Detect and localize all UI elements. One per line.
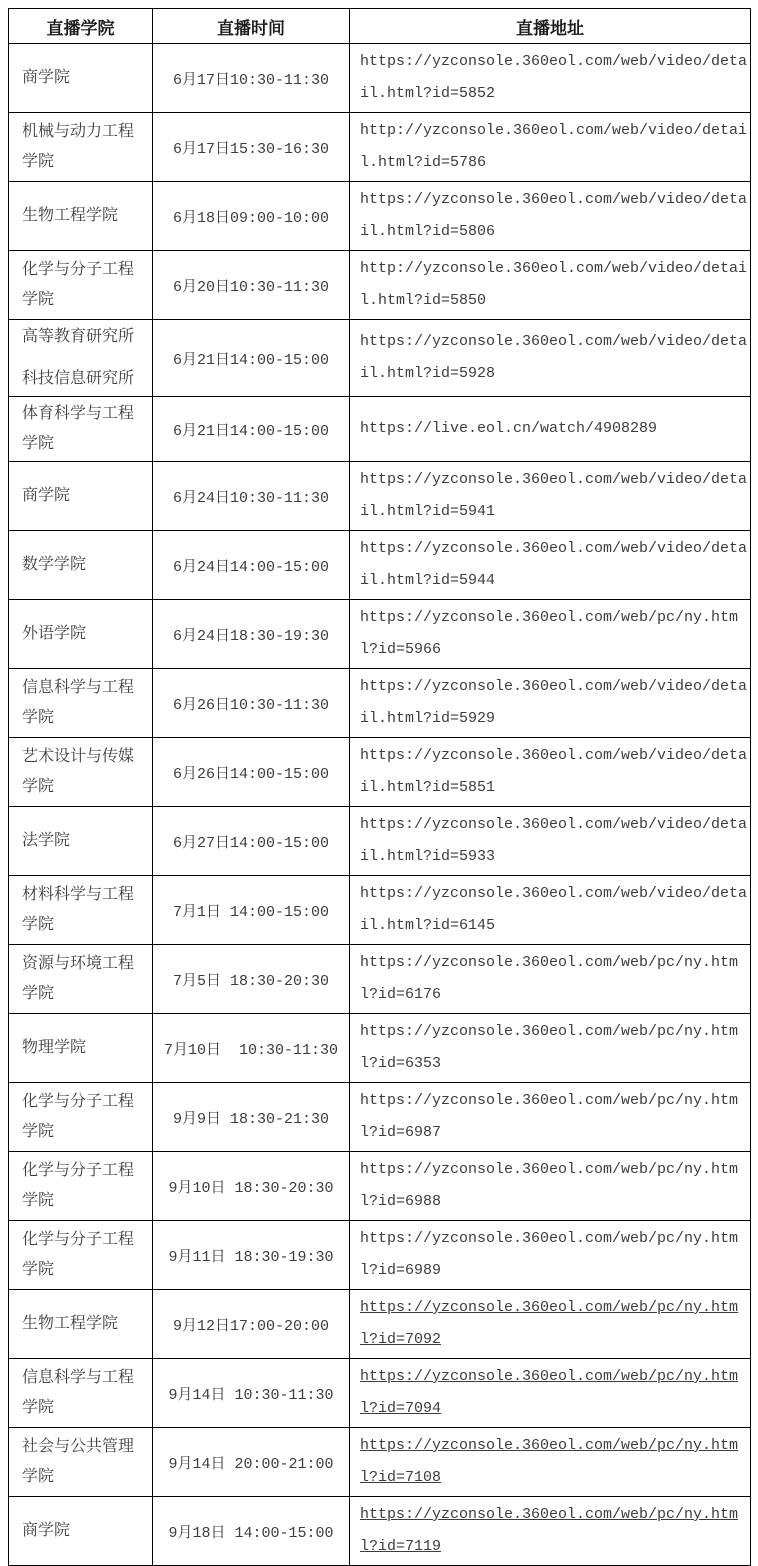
time-cell: 6月24日18:30-19:30 bbox=[153, 600, 350, 669]
live-url-text: https://yzconsole.360eol.com/web/pc/ny.html?id=6353 bbox=[360, 1023, 739, 1072]
college-name: 法学院 bbox=[22, 832, 71, 849]
url-cell bbox=[350, 1083, 751, 1152]
college-name: 化学与分子工程学院 bbox=[22, 1093, 135, 1140]
college-cell bbox=[9, 807, 153, 876]
table-row bbox=[9, 1497, 751, 1566]
time-cell: 6月26日14:00-15:00 bbox=[153, 738, 350, 807]
live-url-text: https://yzconsole.360eol.com/web/pc/ny.html?id=6987 bbox=[360, 1092, 739, 1141]
live-url-text: https://yzconsole.360eol.com/web/video/detail.html?id=5928 bbox=[360, 333, 748, 382]
college-cell bbox=[9, 876, 153, 945]
url-cell bbox=[350, 320, 751, 397]
college-cell bbox=[9, 462, 153, 531]
college-cell bbox=[9, 1290, 153, 1359]
url-cell bbox=[350, 182, 751, 251]
college-name: 数学学院 bbox=[22, 556, 87, 573]
url-cell bbox=[350, 807, 751, 876]
college-cell bbox=[9, 1221, 153, 1290]
table-row bbox=[9, 600, 751, 669]
college-name: 外语学院 bbox=[22, 625, 87, 642]
live-url-text: https://yzconsole.360eol.com/web/video/detail.html?id=6145 bbox=[360, 885, 748, 934]
time-cell: 9月18日 14:00-15:00 bbox=[153, 1497, 350, 1566]
table-row bbox=[9, 807, 751, 876]
table-row bbox=[9, 1428, 751, 1497]
live-url-text: https://yzconsole.360eol.com/web/video/detail.html?id=5941 bbox=[360, 471, 748, 520]
table-row bbox=[9, 320, 751, 397]
college-name: 生物工程学院 bbox=[22, 1315, 119, 1332]
college-cell bbox=[9, 738, 153, 807]
table-row bbox=[9, 1359, 751, 1428]
url-cell bbox=[350, 1428, 751, 1497]
college-name: 社会与公共管理学院 bbox=[22, 1438, 135, 1485]
college-name: 材料科学与工程学院 bbox=[22, 886, 135, 933]
time-cell: 9月11日 18:30-19:30 bbox=[153, 1221, 350, 1290]
time-cell: 9月10日 18:30-20:30 bbox=[153, 1152, 350, 1221]
time-cell: 9月14日 10:30-11:30 bbox=[153, 1359, 350, 1428]
table-row bbox=[9, 1014, 751, 1083]
college-name: 物理学院 bbox=[22, 1039, 87, 1056]
time-cell: 6月21日14:00-15:00 bbox=[153, 397, 350, 462]
url-cell bbox=[350, 876, 751, 945]
college-cell bbox=[9, 1083, 153, 1152]
college-name: 商学院 bbox=[22, 487, 71, 504]
college-cell bbox=[9, 1497, 153, 1566]
table-row bbox=[9, 738, 751, 807]
url-cell bbox=[350, 1359, 751, 1428]
college-name: 商学院 bbox=[22, 1522, 71, 1539]
header-row bbox=[9, 9, 751, 44]
table-row bbox=[9, 462, 751, 531]
college-cell bbox=[9, 1428, 153, 1497]
live-url-text: https://yzconsole.360eol.com/web/pc/ny.html?id=6176 bbox=[360, 954, 739, 1003]
table-row bbox=[9, 1083, 751, 1152]
live-url-text: http://yzconsole.360eol.com/web/video/detail.html?id=5786 bbox=[360, 122, 748, 171]
live-url-link[interactable]: https://yzconsole.360eol.com/web/pc/ny.html?id=7092 bbox=[360, 1299, 739, 1348]
college-cell bbox=[9, 397, 153, 462]
live-url-text: https://yzconsole.360eol.com/web/video/detail.html?id=5944 bbox=[360, 540, 748, 589]
college-name: 化学与分子工程学院 bbox=[22, 1231, 135, 1278]
live-url-text: https://yzconsole.360eol.com/web/video/detail.html?id=5929 bbox=[360, 678, 748, 727]
table-row bbox=[9, 531, 751, 600]
time-cell: 9月12日17:00-20:00 bbox=[153, 1290, 350, 1359]
time-cell: 6月18日09:00-10:00 bbox=[153, 182, 350, 251]
time-cell: 6月17日10:30-11:30 bbox=[153, 44, 350, 113]
live-url-text: https://yzconsole.360eol.com/web/video/detail.html?id=5933 bbox=[360, 816, 748, 865]
table-row bbox=[9, 44, 751, 113]
live-url-text: http://yzconsole.360eol.com/web/video/detail.html?id=5850 bbox=[360, 260, 748, 309]
table-row bbox=[9, 1152, 751, 1221]
url-cell bbox=[350, 1014, 751, 1083]
live-url-text: https://live.eol.cn/watch/4908289 bbox=[360, 420, 658, 437]
live-url-link[interactable]: https://yzconsole.360eol.com/web/pc/ny.html?id=7108 bbox=[360, 1437, 739, 1486]
url-cell bbox=[350, 44, 751, 113]
url-cell bbox=[350, 1497, 751, 1566]
live-url-text: https://yzconsole.360eol.com/web/pc/ny.html?id=6988 bbox=[360, 1161, 739, 1210]
time-cell: 6月24日14:00-15:00 bbox=[153, 531, 350, 600]
college-name: 机械与动力工程学院 bbox=[22, 123, 135, 170]
college-cell bbox=[9, 531, 153, 600]
college-name: 信息科学与工程学院 bbox=[22, 1369, 135, 1416]
url-cell bbox=[350, 462, 751, 531]
college-name: 资源与环境工程学院 bbox=[22, 955, 135, 1002]
college-cell bbox=[9, 44, 153, 113]
time-cell: 9月9日 18:30-21:30 bbox=[153, 1083, 350, 1152]
college-cell bbox=[9, 320, 153, 397]
college-name: 信息科学与工程学院 bbox=[22, 679, 135, 726]
time-cell: 6月26日10:30-11:30 bbox=[153, 669, 350, 738]
college-cell bbox=[9, 1359, 153, 1428]
live-schedule-table bbox=[8, 8, 751, 1566]
live-url-text: https://yzconsole.360eol.com/web/video/detail.html?id=5806 bbox=[360, 191, 748, 240]
url-cell bbox=[350, 1152, 751, 1221]
live-url-text: https://yzconsole.360eol.com/web/pc/ny.html?id=5966 bbox=[360, 609, 739, 658]
url-cell bbox=[350, 945, 751, 1014]
college-cell bbox=[9, 251, 153, 320]
url-cell bbox=[350, 669, 751, 738]
time-cell: 6月21日14:00-15:00 bbox=[153, 320, 350, 397]
live-url-text: https://yzconsole.360eol.com/web/video/detail.html?id=5852 bbox=[360, 53, 748, 102]
time-cell: 6月20日10:30-11:30 bbox=[153, 251, 350, 320]
url-cell bbox=[350, 738, 751, 807]
time-cell: 7月5日 18:30-20:30 bbox=[153, 945, 350, 1014]
table-row bbox=[9, 1221, 751, 1290]
url-cell bbox=[350, 251, 751, 320]
time-cell: 9月14日 20:00-21:00 bbox=[153, 1428, 350, 1497]
college-cell bbox=[9, 1152, 153, 1221]
table-row bbox=[9, 251, 751, 320]
college-name: 化学与分子工程学院 bbox=[22, 1162, 135, 1209]
header-college: 直播学院 bbox=[9, 9, 153, 44]
table-row bbox=[9, 669, 751, 738]
url-cell bbox=[350, 1221, 751, 1290]
header-url: 直播地址 bbox=[350, 9, 751, 44]
table-row bbox=[9, 397, 751, 462]
table-body bbox=[9, 44, 751, 1566]
time-cell: 6月27日14:00-15:00 bbox=[153, 807, 350, 876]
table-row bbox=[9, 876, 751, 945]
url-cell bbox=[350, 600, 751, 669]
college-cell bbox=[9, 600, 153, 669]
college-name: 商学院 bbox=[22, 69, 71, 86]
college-name: 艺术设计与传媒学院 bbox=[22, 748, 135, 795]
college-cell bbox=[9, 182, 153, 251]
live-url-link[interactable]: https://yzconsole.360eol.com/web/pc/ny.html?id=7119 bbox=[360, 1506, 739, 1555]
table-row bbox=[9, 945, 751, 1014]
live-url-text: https://yzconsole.360eol.com/web/pc/ny.html?id=6989 bbox=[360, 1230, 739, 1279]
live-url-link[interactable]: https://yzconsole.360eol.com/web/pc/ny.html?id=7094 bbox=[360, 1368, 739, 1417]
time-cell: 6月17日15:30-16:30 bbox=[153, 113, 350, 182]
header-time: 直播时间 bbox=[153, 9, 350, 44]
url-cell bbox=[350, 531, 751, 600]
time-cell: 6月24日10:30-11:30 bbox=[153, 462, 350, 531]
college-name: 生物工程学院 bbox=[22, 207, 119, 224]
table-row bbox=[9, 1290, 751, 1359]
college-cell bbox=[9, 113, 153, 182]
college-cell bbox=[9, 945, 153, 1014]
url-cell bbox=[350, 113, 751, 182]
college-name: 化学与分子工程学院 bbox=[22, 261, 135, 308]
table-row bbox=[9, 182, 751, 251]
url-cell bbox=[350, 397, 751, 462]
college-cell bbox=[9, 1014, 153, 1083]
time-cell: 7月1日 14:00-15:00 bbox=[153, 876, 350, 945]
college-cell bbox=[9, 669, 153, 738]
live-url-text: https://yzconsole.360eol.com/web/video/detail.html?id=5851 bbox=[360, 747, 748, 796]
college-name: 科技信息研究所 bbox=[22, 370, 135, 387]
college-name: 体育科学与工程学院 bbox=[22, 405, 135, 452]
url-cell bbox=[350, 1290, 751, 1359]
time-cell: 7月10日 10:30-11:30 bbox=[153, 1014, 350, 1083]
table-row bbox=[9, 113, 751, 182]
college-name: 高等教育研究所 bbox=[22, 328, 135, 345]
